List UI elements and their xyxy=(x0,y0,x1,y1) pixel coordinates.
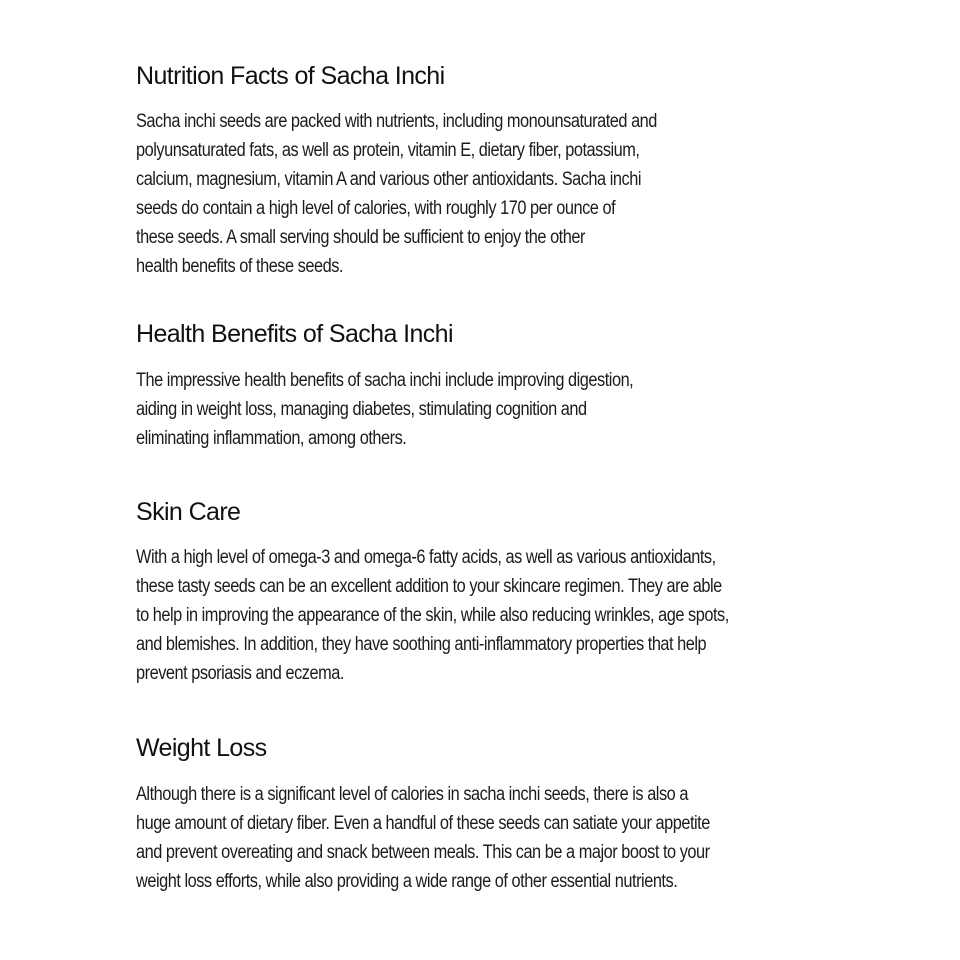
body-line: and prevent overeating and snack between meals. This can be a major boost to your xyxy=(136,842,710,863)
section-heading: Health Benefits of Sacha Inchi xyxy=(136,320,453,348)
section-health-benefits xyxy=(136,319,714,453)
body-line: to help in improving the appearance of the skin, while also reducing wrinkles, age spots, xyxy=(136,605,729,626)
section-heading: Weight Loss xyxy=(136,734,267,762)
section-skin-care xyxy=(136,497,825,688)
section-heading: Skin Care xyxy=(136,498,241,526)
body-line: The impressive health benefits of sacha inchi include improving digestion, xyxy=(136,370,634,391)
body-line: polyunsaturated fats, as well as protein, vitamin E, dietary fiber, potassium, xyxy=(136,140,640,161)
section-heading: Nutrition Facts of Sacha Inchi xyxy=(136,62,445,90)
section-nutrition-facts xyxy=(136,61,742,281)
body-line: health benefits of these seeds. xyxy=(136,256,343,277)
body-line: seeds do contain a high level of calories, with roughly 170 per ounce of xyxy=(136,198,616,219)
body-line: and blemishes. In addition, they have soothing anti-inflammatory properties that help xyxy=(136,634,707,655)
body-line: weight loss efforts, while also providing a wide range of other essential nutrients. xyxy=(136,871,678,892)
section-weight-loss xyxy=(136,733,803,896)
body-line: calcium, magnesium, vitamin A and various other antioxidants. Sacha inchi xyxy=(136,169,641,190)
section-body xyxy=(136,366,633,453)
body-line: With a high level of omega-3 and omega-6 fatty acids, as well as various antioxidants, xyxy=(136,547,716,568)
body-line: these seeds. A small serving should be sufficient to enjoy the other xyxy=(136,227,585,248)
section-body xyxy=(136,107,657,281)
body-line: these tasty seeds can be an excellent addition to your skincare regimen. They are able xyxy=(136,576,722,597)
body-line: huge amount of dietary fiber. Even a handful of these seeds can satiate your appetite xyxy=(136,813,710,834)
body-line: Although there is a significant level of calories in sacha inchi seeds, there is also a xyxy=(136,784,688,805)
body-line: eliminating inflammation, among others. xyxy=(136,428,407,449)
body-line: prevent psoriasis and eczema. xyxy=(136,663,344,684)
section-body xyxy=(136,780,710,896)
body-line: Sacha inchi seeds are packed with nutrients, including monounsaturated and xyxy=(136,111,657,132)
body-line: aiding in weight loss, managing diabetes, stimulating cognition and xyxy=(136,399,587,420)
section-body xyxy=(136,543,729,688)
